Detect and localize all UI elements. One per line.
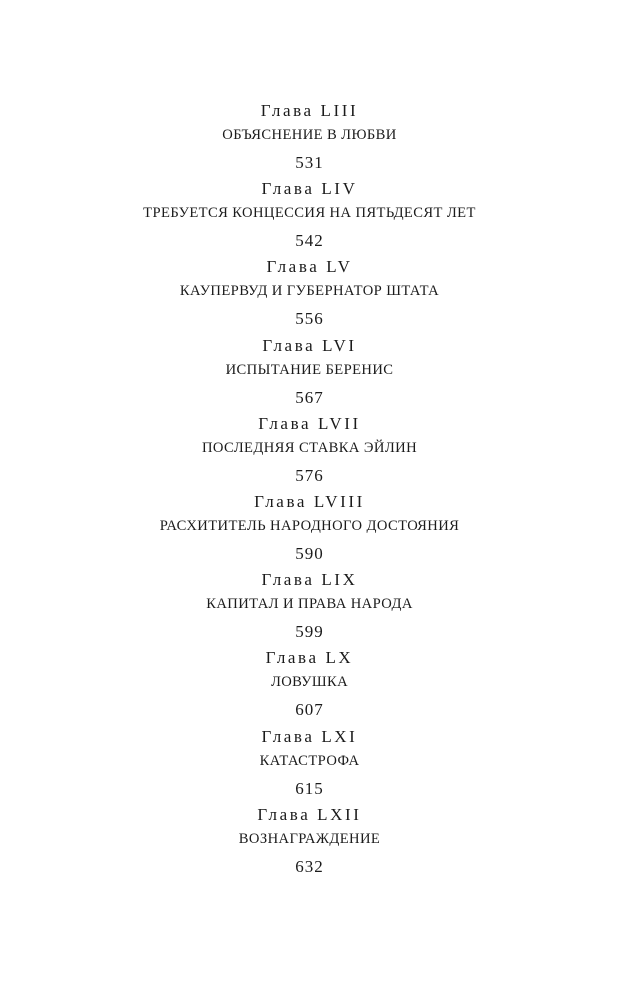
chapter-page-number: 556 xyxy=(295,309,324,329)
chapter-label: Глава LXII xyxy=(257,804,362,824)
chapter-label: Глава LXI xyxy=(261,726,358,746)
toc-entry xyxy=(0,648,619,726)
toc-entry xyxy=(0,101,619,179)
chapter-title: КАПИТАЛ И ПРАВА НАРОДА xyxy=(206,596,413,613)
chapter-page-number: 531 xyxy=(295,153,324,172)
chapter-title: ВОЗНАГРАЖДЕНИЕ xyxy=(238,830,381,847)
toc-entry xyxy=(0,570,619,648)
chapter-page-number: 615 xyxy=(295,778,324,798)
chapter-page-number: 542 xyxy=(295,231,324,251)
toc-entry xyxy=(0,257,619,335)
chapter-page-number: 567 xyxy=(295,387,324,407)
toc-entry xyxy=(0,179,619,257)
toc-entry xyxy=(0,727,619,805)
chapter-page-number: 590 xyxy=(295,543,324,563)
toc-entry xyxy=(0,414,619,492)
chapter-title: РАСХИТИТЕЛЬ НАРОДНОГО ДОСТОЯНИЯ xyxy=(159,517,460,534)
chapter-title: КАТАСТРОФА xyxy=(259,752,360,769)
chapter-page-number: 632 xyxy=(295,856,324,876)
chapter-title: ЛОВУШКА xyxy=(270,674,349,691)
chapter-label: Глава LIII xyxy=(260,101,359,120)
chapter-title: ОБЪЯСНЕНИЕ В ЛЮБВИ xyxy=(222,127,397,143)
toc-entry xyxy=(0,805,619,883)
chapter-page-number: 599 xyxy=(295,622,324,642)
chapter-title: ИСПЫТАНИЕ БЕРЕНИС xyxy=(225,361,394,378)
chapter-label: Глава LV xyxy=(266,257,353,277)
chapter-label: Глава LX xyxy=(265,648,354,668)
table-of-contents xyxy=(0,101,619,883)
chapter-label: Глава LIV xyxy=(261,179,358,199)
toc-entry xyxy=(0,492,619,570)
toc-entry xyxy=(0,336,619,414)
chapter-title: КАУПЕРВУД И ГУБЕРНАТОР ШТАТА xyxy=(179,283,440,300)
chapter-title: ПОСЛЕДНЯЯ СТАВКА ЭЙЛИН xyxy=(201,439,418,456)
chapter-page-number: 576 xyxy=(295,465,324,485)
chapter-page-number: 607 xyxy=(295,700,324,720)
chapter-label: Глава LVI xyxy=(262,335,357,355)
chapter-label: Глава LVIII xyxy=(254,491,365,511)
chapter-label: Глава LVII xyxy=(258,413,361,433)
chapter-title: ТРЕБУЕТСЯ КОНЦЕССИЯ НА ПЯТЬДЕСЯТ ЛЕТ xyxy=(143,205,476,222)
chapter-label: Глава LIX xyxy=(261,570,358,590)
